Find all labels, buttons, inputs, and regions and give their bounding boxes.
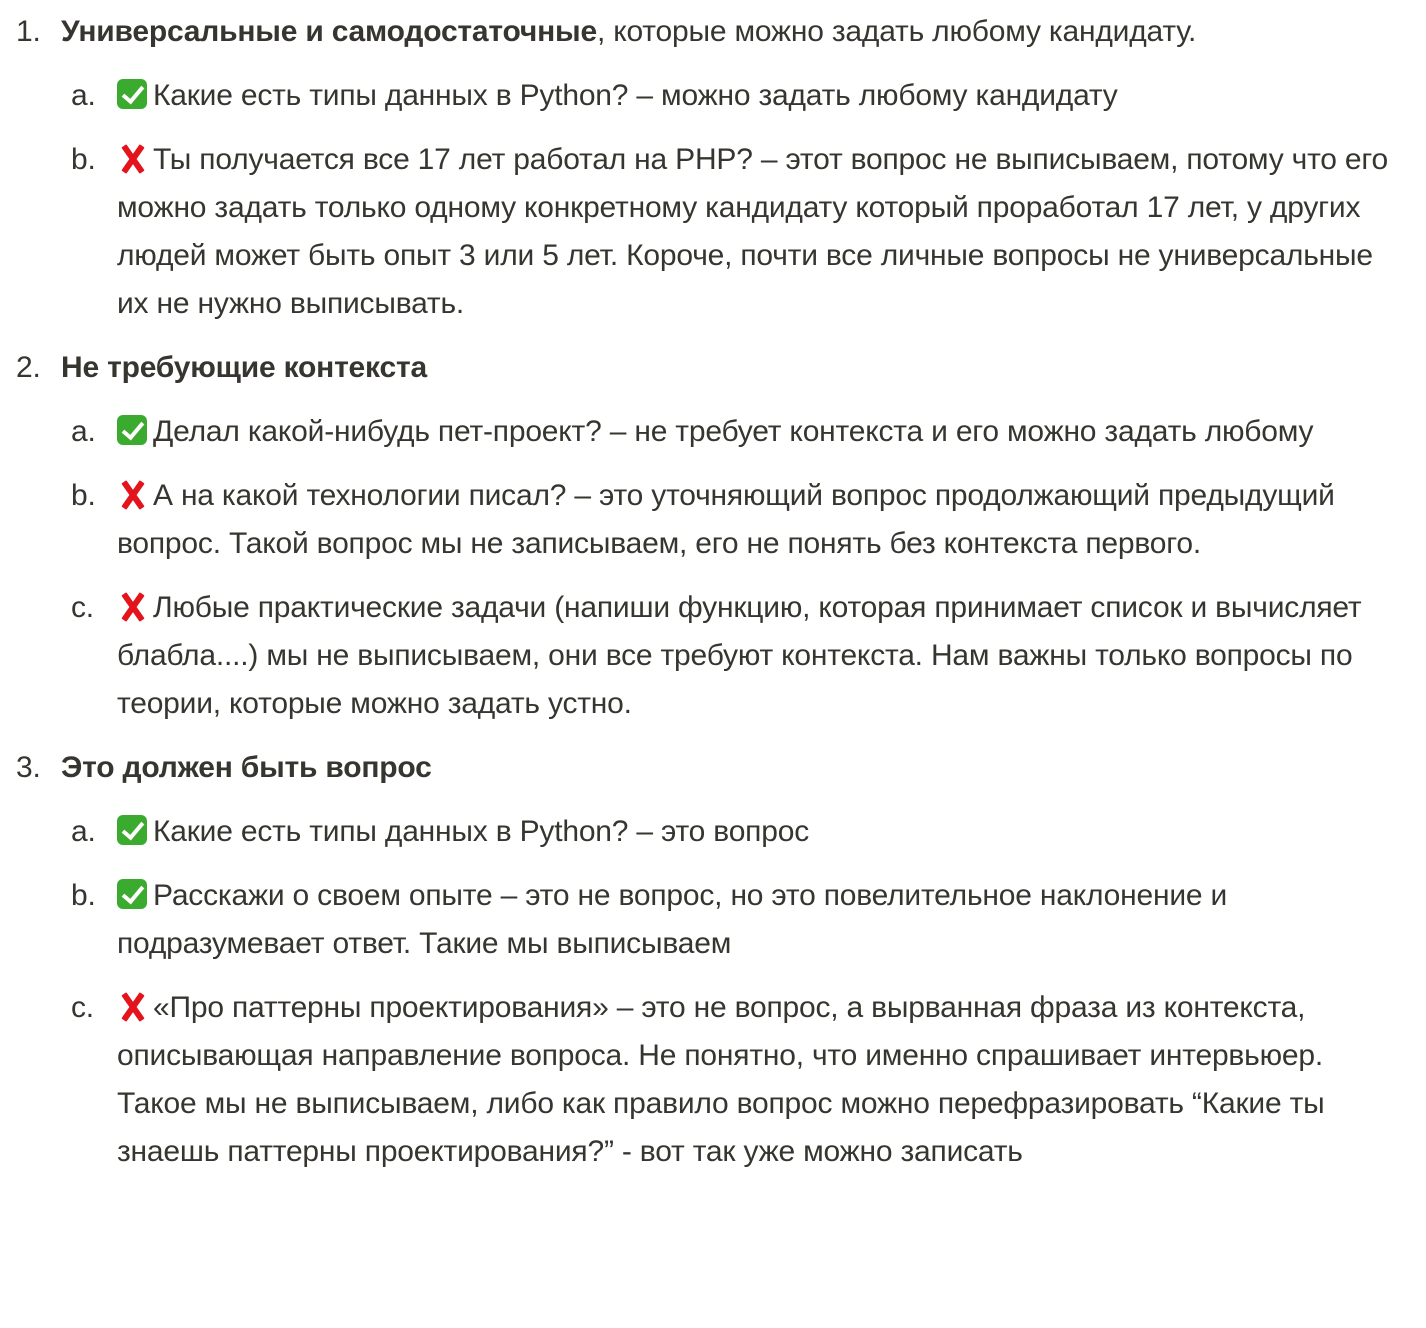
section-title: Это должен быть вопрос	[61, 751, 432, 784]
list-item	[61, 472, 1406, 568]
item-text: Любые практические задачи (напиши функцию, которая принимает список и вычисляет блабла....) мы не выписываем, они все требуют контекста. Нам важны только вопросы по теории, которые можно задать устно.	[117, 591, 1362, 720]
section-heading	[61, 8, 1406, 56]
list-item	[61, 584, 1406, 728]
list-section-3	[14, 744, 1406, 1176]
check-icon	[117, 79, 147, 109]
item-text: Делал какой-нибудь пет-проект? – не требует контекста и его можно задать любому	[153, 415, 1314, 448]
item-text: Расскажи о своем опыте – это не вопрос, но это повелительное наклонение и подразумевает ответ. Такие мы выписываем	[117, 879, 1228, 960]
cross-icon	[117, 479, 147, 509]
check-icon	[117, 415, 147, 445]
item-text: Какие есть типы данных в Python? – это вопрос	[153, 815, 809, 848]
list-item	[61, 408, 1406, 456]
list-item	[61, 984, 1406, 1176]
check-icon	[117, 879, 147, 909]
section-heading	[61, 744, 1406, 792]
item-text: «Про паттерны проектирования» – это не вопрос, а вырванная фраза из контекста, описывающая направление вопроса. Не понятно, что именно спрашивает интервьюер. Такое мы не выписываем, либо как правило вопрос можно перефразировать “Какие ты знаешь паттерны проектирования?” - вот так уже можно записать	[117, 991, 1325, 1168]
list-item	[61, 808, 1406, 856]
item-letter: c.	[71, 591, 94, 624]
list-item	[61, 136, 1406, 328]
item-letter: b.	[71, 143, 96, 176]
item-letter: a.	[71, 79, 96, 112]
item-text: А на какой технологии писал? – это уточняющий вопрос продолжающий предыдущий вопрос. Такой вопрос мы не записываем, его не понять без контекста первого.	[117, 479, 1335, 560]
section-title-suffix: , которые можно задать любому кандидату.	[596, 15, 1197, 48]
section-title: Не требующие контекста	[61, 351, 427, 384]
list-section-1	[14, 8, 1406, 328]
check-icon	[117, 815, 147, 845]
cross-icon	[117, 143, 147, 173]
section-number: 3.	[16, 751, 41, 784]
section-number: 1.	[16, 15, 41, 48]
section-number: 2.	[16, 351, 41, 384]
section-heading	[61, 344, 1406, 392]
item-letter: b.	[71, 479, 96, 512]
item-letter: b.	[71, 879, 96, 912]
list-item	[61, 872, 1406, 968]
item-text: Какие есть типы данных в Python? – можно задать любому кандидату	[153, 79, 1118, 112]
item-letter: a.	[71, 815, 96, 848]
list-section-2	[14, 344, 1406, 728]
item-letter: a.	[71, 415, 96, 448]
list-item	[61, 72, 1406, 120]
section-title: Универсальные и самодостаточные	[61, 15, 597, 48]
cross-icon	[117, 991, 147, 1021]
item-text: Ты получается все 17 лет работал на PHP? – этот вопрос не выписываем, потому что его можно задать только одному конкретному кандидату который проработал 17 лет, у других людей может быть опыт 3 или 5 лет. Короче, почти все личные вопросы не универсальные их не нужно выписывать.	[117, 143, 1388, 320]
item-letter: c.	[71, 991, 94, 1024]
cross-icon	[117, 591, 147, 621]
